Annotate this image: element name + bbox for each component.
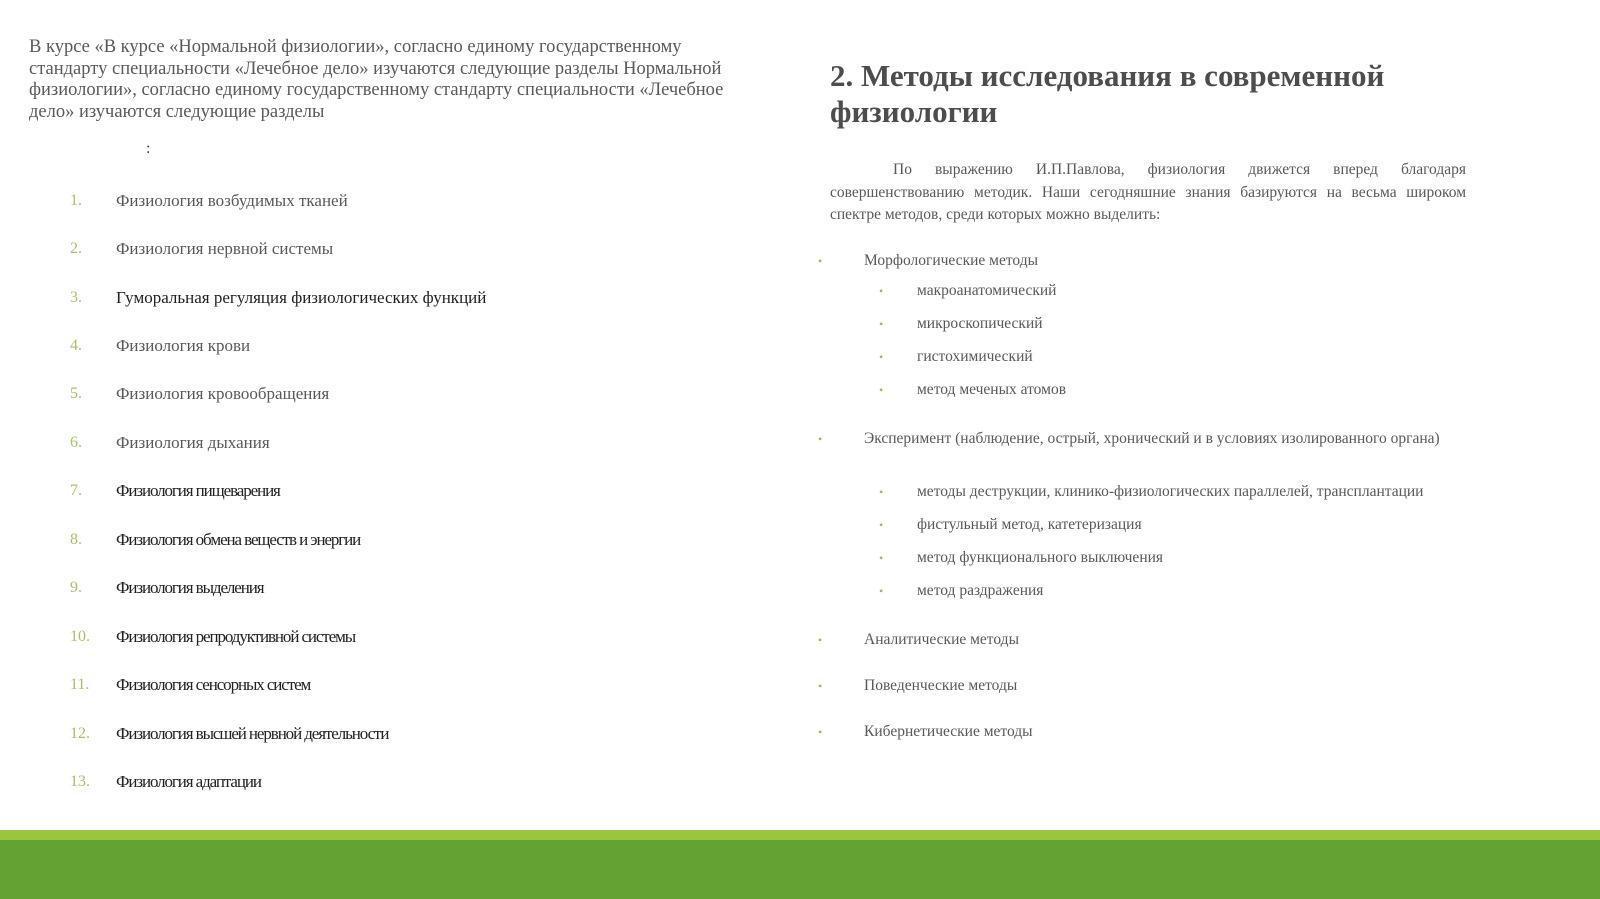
intro-colon: :: [146, 140, 151, 157]
list-text: Физиология обмена веществ и энергии: [116, 530, 361, 549]
sub-bullet-text: фистульный метод, катетеризация: [917, 516, 1142, 533]
list-text: Физиология нервной системы: [116, 239, 334, 258]
bullet-text: Кибернетические методы: [864, 723, 1033, 740]
list-text: Физиология сенсорных систем: [116, 675, 311, 694]
list-text: Физиология репродуктивной системы: [116, 627, 356, 646]
list-number: 8.: [70, 531, 82, 548]
list-number: 9.: [70, 579, 82, 596]
list-number: 5.: [70, 385, 82, 402]
list-number: 12.: [70, 725, 90, 742]
bullet-text: Аналитические методы: [864, 631, 1019, 648]
bullet-icon: •: [818, 633, 823, 647]
list-text: Физиология дыхания: [116, 433, 270, 452]
list-number: 11.: [70, 676, 90, 693]
intro-quote-paragraph: По выражению И.П.Павлова, физиология движется вперед благодаря совершенствованию методик. Наши сегодняшние знания базируются на весьма широком спектре методов, среди которых можно выделить:: [830, 161, 1466, 223]
list-number: 1.: [70, 192, 82, 209]
bullet-text: Морфологические методы: [864, 252, 1039, 269]
sub-bullet-text: макроанатомический: [917, 282, 1057, 299]
list-text: Физиология крови: [116, 336, 251, 355]
bullet-icon: •: [879, 284, 884, 298]
bullet-icon: •: [818, 432, 823, 446]
sub-bullet-text: микроскопический: [917, 315, 1043, 332]
sub-bullet-text: гистохимический: [917, 348, 1033, 365]
bullet-icon: •: [879, 584, 884, 598]
list-number: 13.: [70, 773, 90, 790]
list-number: 3.: [70, 289, 82, 306]
list-number: 7.: [70, 482, 82, 499]
list-text: Физиология высшей нервной деятельности: [116, 724, 389, 743]
bullet-text: Поведенческие методы: [864, 677, 1018, 694]
list-text: Физиология кровообращения: [116, 384, 330, 403]
list-number: 2.: [70, 240, 82, 257]
bullet-icon: •: [879, 485, 884, 499]
bullet-icon: •: [818, 679, 823, 693]
bullet-icon: •: [879, 317, 884, 331]
list-number: 4.: [70, 337, 82, 354]
bullet-icon: •: [818, 725, 823, 739]
footer-stripe: [0, 830, 1600, 840]
list-text: Физиология возбудимых тканей: [116, 191, 348, 210]
sub-bullet-text: метод раздражения: [917, 582, 1044, 599]
list-text: Физиология пищеварения: [116, 481, 280, 500]
list-number: 10.: [70, 628, 90, 645]
bullet-icon: •: [879, 551, 884, 565]
bullet-text: Эксперимент (наблюдение, острый, хронический и в условиях изолированного органа): [864, 430, 1440, 447]
bullet-icon: •: [879, 350, 884, 364]
intro-paragraph: В курсе «В курсе «Нормальной физиологии», согласно единому государственному стандарту специальности «Лечебное дело» изучаются следующие разделы Нормальной физиологии», согласно единому государственному стандарту специальности «Лечебное дело» изучаются следующие разделы: [29, 37, 724, 122]
footer-bar: [0, 840, 1600, 899]
list-text: Физиология выделения: [116, 578, 264, 597]
bullet-icon: •: [879, 383, 884, 397]
sub-bullet-text: метод функционального выключения: [917, 549, 1164, 566]
sub-bullet-text: методы деструкции, клинико-физиологических параллелей, трансплантации: [917, 483, 1424, 500]
list-text: Физиология адаптации: [116, 772, 261, 791]
sub-bullet-text: метод меченых атомов: [917, 381, 1067, 398]
bullet-icon: •: [818, 254, 823, 268]
section-title: 2. Методы исследования в современной физиологии: [830, 58, 1385, 129]
list-number: 6.: [70, 434, 82, 451]
bullet-icon: •: [879, 518, 884, 532]
list-text: Гуморальная регуляция физиологических функций: [116, 288, 487, 307]
